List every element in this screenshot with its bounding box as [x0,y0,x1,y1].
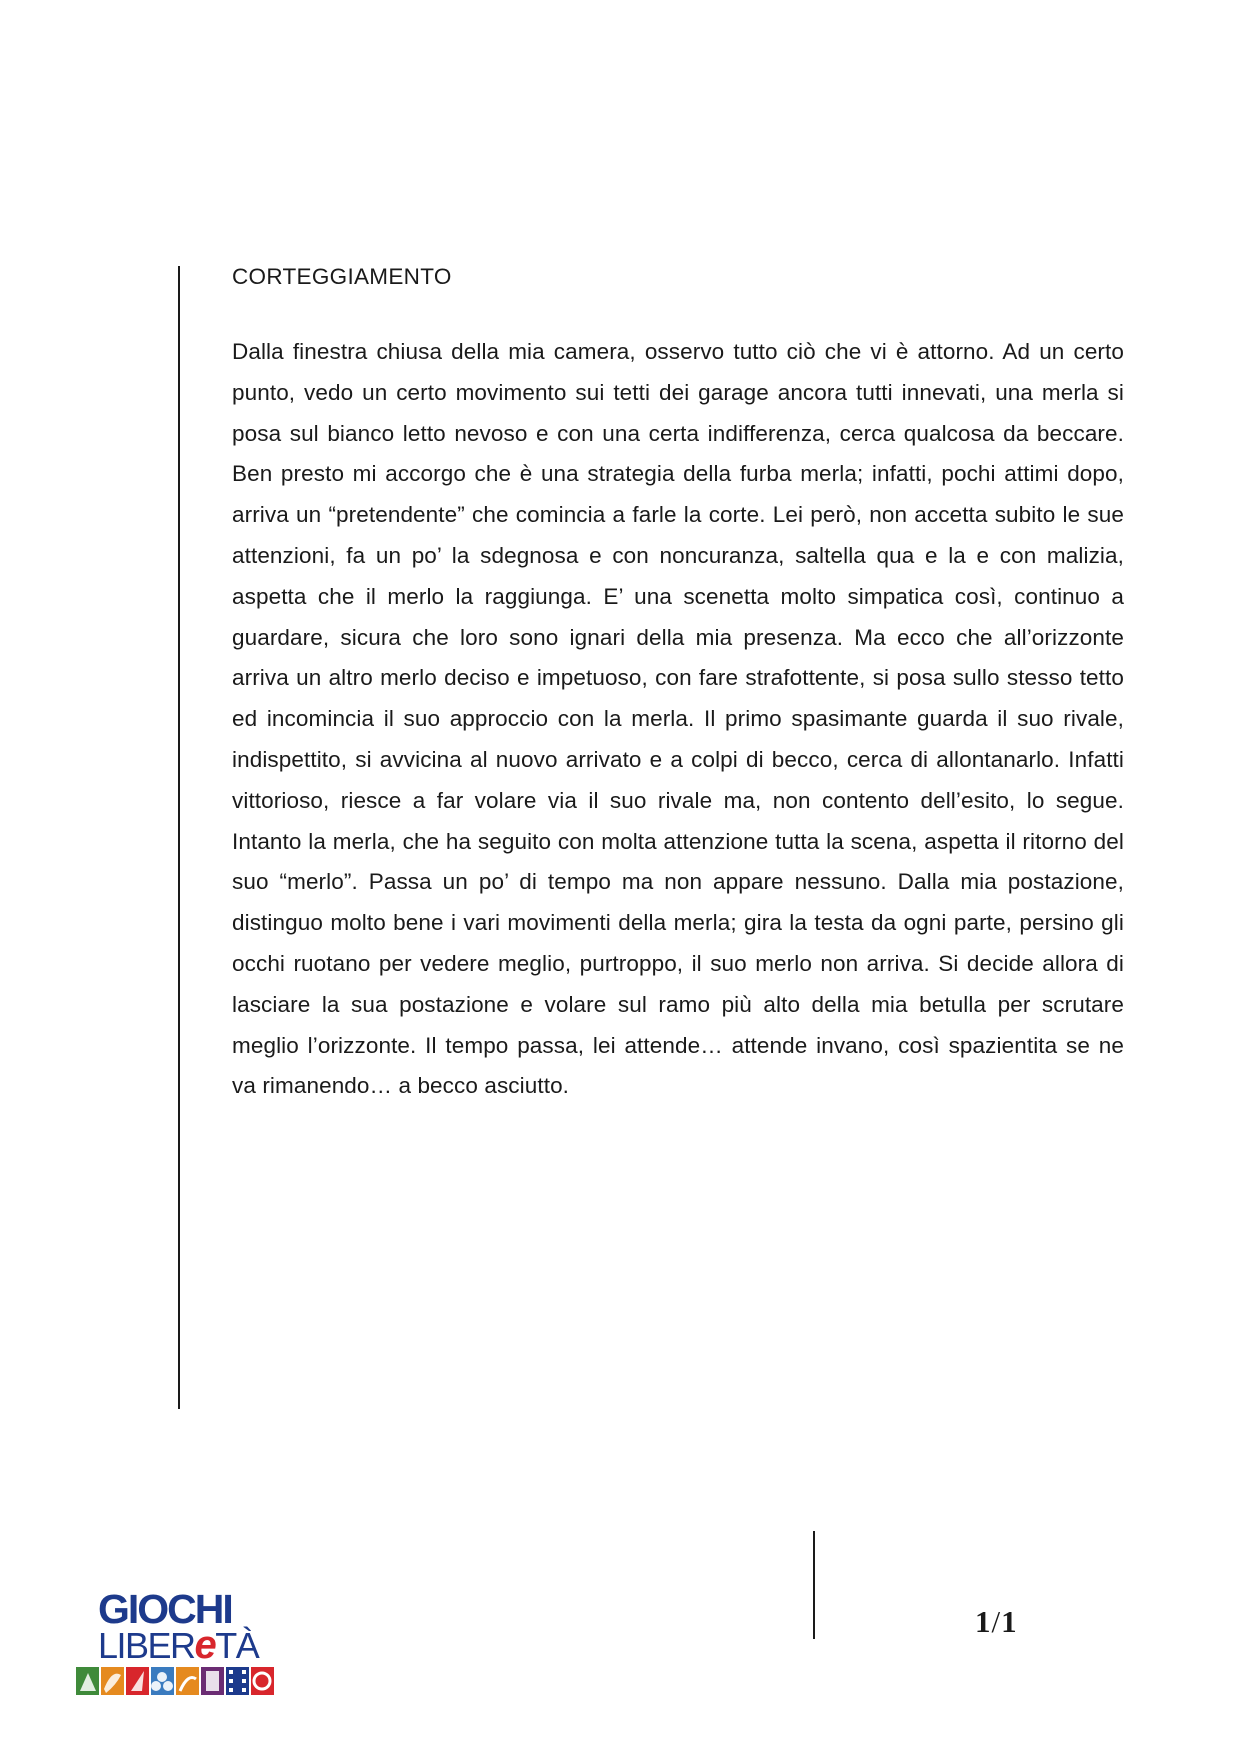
footer-separator-rule [813,1531,815,1639]
giochi-liberta-logo [74,1580,294,1695]
logo-line2: LIBEReTÀ [98,1623,259,1667]
page-separator: / [991,1604,1001,1639]
page-total: 1 [1001,1604,1017,1639]
document-title: CORTEGGIAMENTO [232,264,452,289]
document-content [232,262,1124,1107]
left-margin-rule [178,266,180,1409]
logo-icon-strip [76,1667,274,1695]
logo-line1: GIOCHI [98,1586,232,1632]
page-current: 1 [975,1604,991,1639]
document-body: Dalla finestra chiusa della mia camera, osservo tutto ciò che vi è attorno. Ad un certo punto, vedo un certo movimento sui tetti dei garage ancora tutti innevati, una merla si posa sul bianco letto nevoso e con una certa indifferenza, cerca qualcosa da beccare. Ben presto mi accorgo che è una strategia della furba merla; infatti, pochi attimi dopo, arriva un “pretendente” che comincia a farle la corte. Lei però, non accetta subito le sue attenzioni, fa un po’ la sdegnosa e con noncuranza, saltella qua e la e con malizia, aspetta che il merlo la raggiunga. E’ una scenetta molto simpatica così, continuo a guardare, sicura che loro sono ignari della mia presenza. Ma ecco che all’orizzonte arriva un altro merlo deciso e impetuoso, con fare strafottente, si posa sullo stesso tetto ed incomincia il suo approccio con la merla. Il primo spasimante guarda il suo rivale, indispettito, si avvicina al nuovo arrivato e a colpi di becco, cerca di allontanarlo. Infatti vittorioso, riesce a far volare via il suo rivale ma, non contento dell’esito, lo segue. Intanto la merla, che ha seguito con molta attenzione tutta la scena, aspetta il ritorno del suo “merlo”. Passa un po’ di tempo ma non appare nessuno. Dalla mia postazione, distinguo molto bene i vari movimenti della merla; gira la testa da ogni parte, persino gli occhi ruotano per vedere meglio, purtroppo, il suo merlo non arriva. Si decide allora di lasciare la sua postazione e volare sul ramo più alto della mia betulla per scrutare meglio l’orizzonte. Il tempo passa, lei attende… attende invano, così spazientita se ne va rimanendo… a becco asciutto. [232,339,1124,1099]
page-number [975,1604,1017,1640]
